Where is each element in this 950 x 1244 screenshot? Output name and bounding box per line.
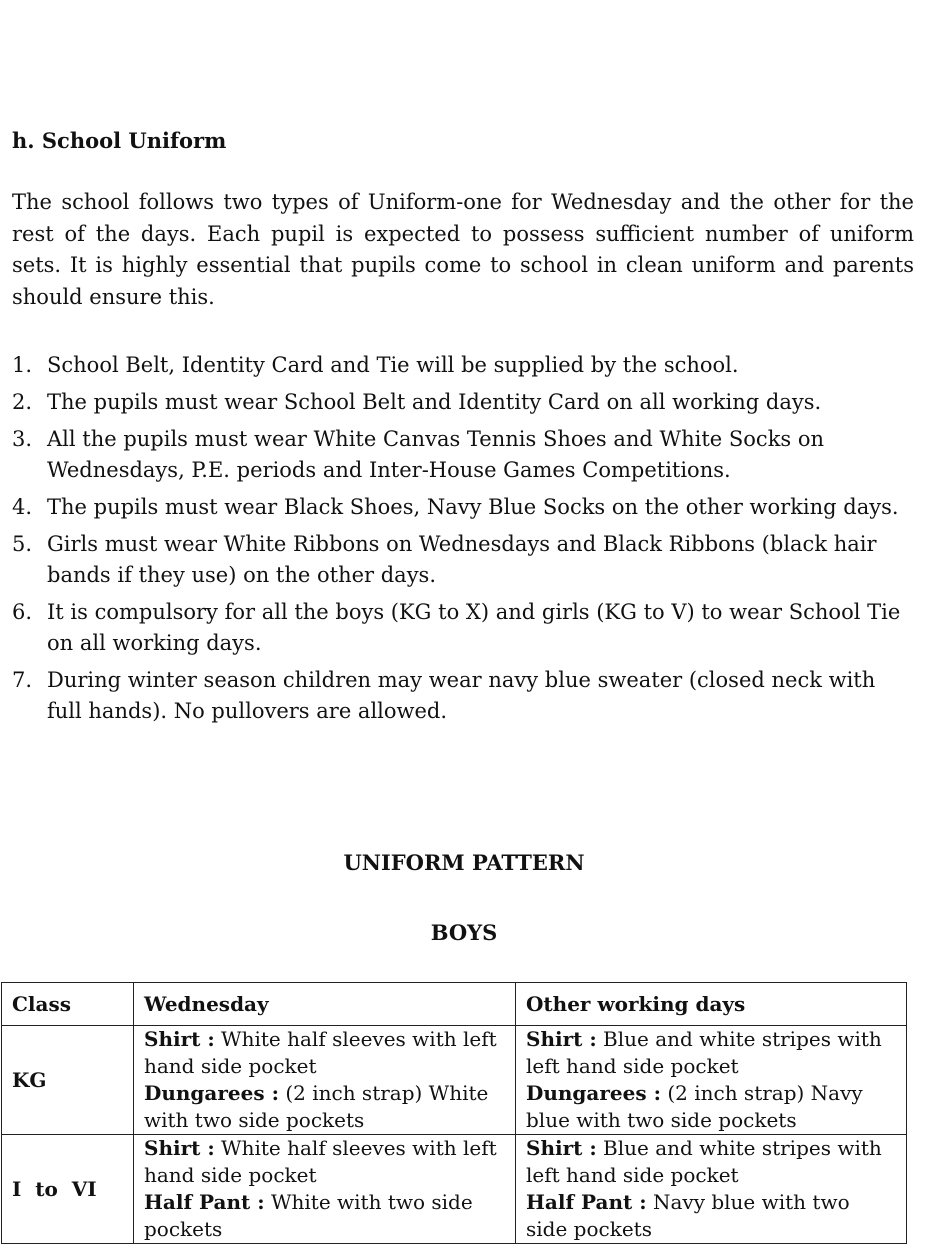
item-text: White with two side pockets <box>144 1190 473 1241</box>
uniform-table <box>1 982 907 1244</box>
rule-number: 7. <box>12 668 33 692</box>
cell-line <box>144 1189 505 1243</box>
item-text: Blue and white stripes with left hand side pocket <box>526 1136 882 1187</box>
rule-text: It is compulsory for all the boys (KG to X) and girls (KG to V) to wear School Tie on all working days. <box>47 600 901 655</box>
rule-text: Girls must wear White Ribbons on Wednesdays and Black Ribbons (black hair bands if they use) on the other days. <box>47 532 877 587</box>
item-text: White half sleeves with left hand side pocket <box>144 1136 497 1187</box>
rule-number: 1. <box>12 353 33 377</box>
uniform-pattern-title: UNIFORM PATTERN <box>343 850 585 875</box>
item-label: Shirt : <box>526 1027 597 1051</box>
item-label: Shirt : <box>144 1136 215 1160</box>
rule-item <box>12 529 916 591</box>
item-label: Shirt : <box>526 1136 597 1160</box>
table-header-row <box>2 983 907 1026</box>
item-label: Dungarees : <box>526 1081 661 1105</box>
item-label: Shirt : <box>144 1027 215 1051</box>
cell-line <box>526 1080 896 1134</box>
cell-line <box>144 1080 505 1134</box>
item-text: (2 inch strap) Navy blue with two side pockets <box>526 1081 863 1132</box>
cell-line <box>526 1026 896 1080</box>
rule-item <box>12 665 916 727</box>
rule-text: School Belt, Identity Card and Tie will be supplied by the school. <box>47 353 739 377</box>
rule-item <box>12 492 916 523</box>
rule-item <box>12 387 916 418</box>
rule-number: 6. <box>12 600 33 624</box>
item-label: Half Pant : <box>144 1190 265 1214</box>
cell-line <box>526 1189 896 1243</box>
rule-item <box>12 424 916 486</box>
cell-line <box>144 1026 505 1080</box>
rule-text: During winter season children may wear navy blue sweater (closed neck with full hands). No pullovers are allowed. <box>47 668 876 723</box>
wednesday-cell <box>134 1026 516 1135</box>
item-text: (2 inch strap) White with two side pockets <box>144 1081 489 1132</box>
other-days-cell <box>516 1026 907 1135</box>
rule-text: The pupils must wear Black Shoes, Navy Blue Socks on the other working days. <box>47 495 899 519</box>
item-text: White half sleeves with left hand side pocket <box>144 1027 497 1078</box>
class-cell: KG <box>2 1026 134 1135</box>
class-cell: I to VI <box>2 1135 134 1244</box>
rule-item <box>12 597 916 659</box>
rule-number: 3. <box>12 427 33 451</box>
item-text: Blue and white stripes with left hand side pocket <box>526 1027 882 1078</box>
item-label: Half Pant : <box>526 1190 647 1214</box>
section-heading: h. School Uniform <box>12 128 227 153</box>
rules-list <box>12 350 916 733</box>
table-row <box>2 1135 907 1244</box>
header-class: Class <box>2 983 134 1026</box>
boys-title: BOYS <box>430 920 498 945</box>
other-days-cell <box>516 1135 907 1244</box>
table-row <box>2 1026 907 1135</box>
item-label: Dungarees : <box>144 1081 279 1105</box>
wednesday-cell <box>134 1135 516 1244</box>
rule-number: 4. <box>12 495 33 519</box>
header-wednesday: Wednesday <box>134 983 516 1026</box>
rule-text: The pupils must wear School Belt and Identity Card on all working days. <box>47 390 822 414</box>
cell-line <box>526 1135 896 1189</box>
intro-paragraph: The school follows two types of Uniform-one for Wednesday and the other for the rest of the days. Each pupil is expected to possess sufficient number of uniform sets. It is highly essential that pupils come to school in clean uniform and parents should ensure this. <box>12 190 914 309</box>
rule-text: All the pupils must wear White Canvas Tennis Shoes and White Socks on Wednesdays, P.E. periods and Inter-House Games Competitions. <box>47 427 825 482</box>
cell-line <box>144 1135 505 1189</box>
item-text: Navy blue with two side pockets <box>526 1190 850 1241</box>
header-other-days: Other working days <box>516 983 907 1026</box>
rule-number: 5. <box>12 532 33 556</box>
rule-number: 2. <box>12 390 33 414</box>
rule-item <box>12 350 916 381</box>
